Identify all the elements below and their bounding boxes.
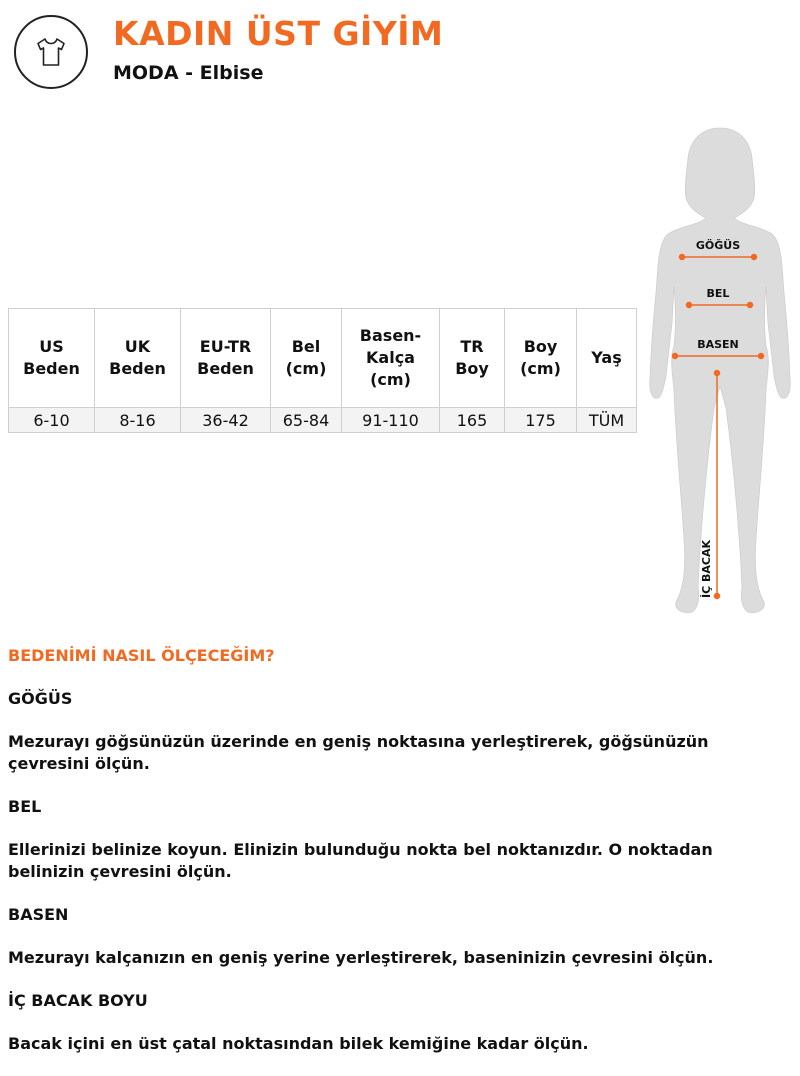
table-row bbox=[9, 408, 637, 433]
column-header-us-size: US Beden bbox=[9, 309, 95, 408]
guide-text-chest: Mezurayı göğsünüzün üzerinde en geniş noktasına yerleştirerek, göğsünüzün çevresini ölçün. bbox=[8, 732, 709, 773]
guide-text-inseam: Bacak içini en üst çatal noktasından bilek kemiğine kadar ölçün. bbox=[8, 1034, 589, 1053]
table-cell: 91-110 bbox=[342, 408, 440, 433]
column-header-tr-height: TR Boy bbox=[440, 309, 505, 408]
hip-label: BASEN bbox=[697, 338, 739, 351]
table-cell: 6-10 bbox=[9, 408, 95, 433]
waist-label: BEL bbox=[706, 287, 730, 300]
chest-label: GÖĞÜS bbox=[695, 239, 741, 252]
guide-text-hip: Mezurayı kalçanızın en geniş yerine yerleştirerek, baseninizin çevresini ölçün. bbox=[8, 948, 714, 967]
measurement-guide bbox=[8, 645, 792, 1076]
column-header-height: Boy (cm) bbox=[505, 309, 577, 408]
guide-heading-waist: BEL bbox=[8, 797, 42, 816]
table-cell: 36-42 bbox=[181, 408, 271, 433]
body-measurement-figure bbox=[640, 118, 800, 628]
page-title: KADIN ÜST GİYİM bbox=[113, 14, 444, 53]
inseam-label: İÇ BACAK bbox=[700, 539, 713, 598]
page-subtitle: MODA - Elbise bbox=[113, 62, 264, 84]
table-cell: 65-84 bbox=[271, 408, 342, 433]
column-header-uk-size: UK Beden bbox=[95, 309, 181, 408]
table-cell: 175 bbox=[505, 408, 577, 433]
page-header bbox=[14, 14, 774, 94]
guide-heading-chest: GÖĞÜS bbox=[8, 689, 73, 708]
guide-heading-hip: BASEN bbox=[8, 905, 69, 924]
table-cell: TÜM bbox=[577, 408, 637, 433]
column-header-waist: Bel (cm) bbox=[271, 309, 342, 408]
body-silhouette bbox=[650, 128, 790, 613]
column-header-hip: Basen- Kalça (cm) bbox=[342, 309, 440, 408]
guide-text-waist: Ellerinizi belinize koyun. Elinizin bulunduğu nokta bel noktanızdır. O noktadan belinizin çevresini ölçün. bbox=[8, 840, 713, 881]
tshirt-icon bbox=[14, 15, 88, 89]
table-cell: 165 bbox=[440, 408, 505, 433]
size-chart-table bbox=[8, 308, 637, 433]
guide-question: BEDENİMİ NASIL ÖLÇECEĞİM? bbox=[8, 646, 275, 665]
guide-heading-inseam: İÇ BACAK BOYU bbox=[8, 991, 148, 1010]
column-header-eu-tr-size: EU-TR Beden bbox=[181, 309, 271, 408]
table-header-row bbox=[9, 309, 637, 408]
column-header-age: Yaş bbox=[577, 309, 637, 408]
table-cell: 8-16 bbox=[95, 408, 181, 433]
